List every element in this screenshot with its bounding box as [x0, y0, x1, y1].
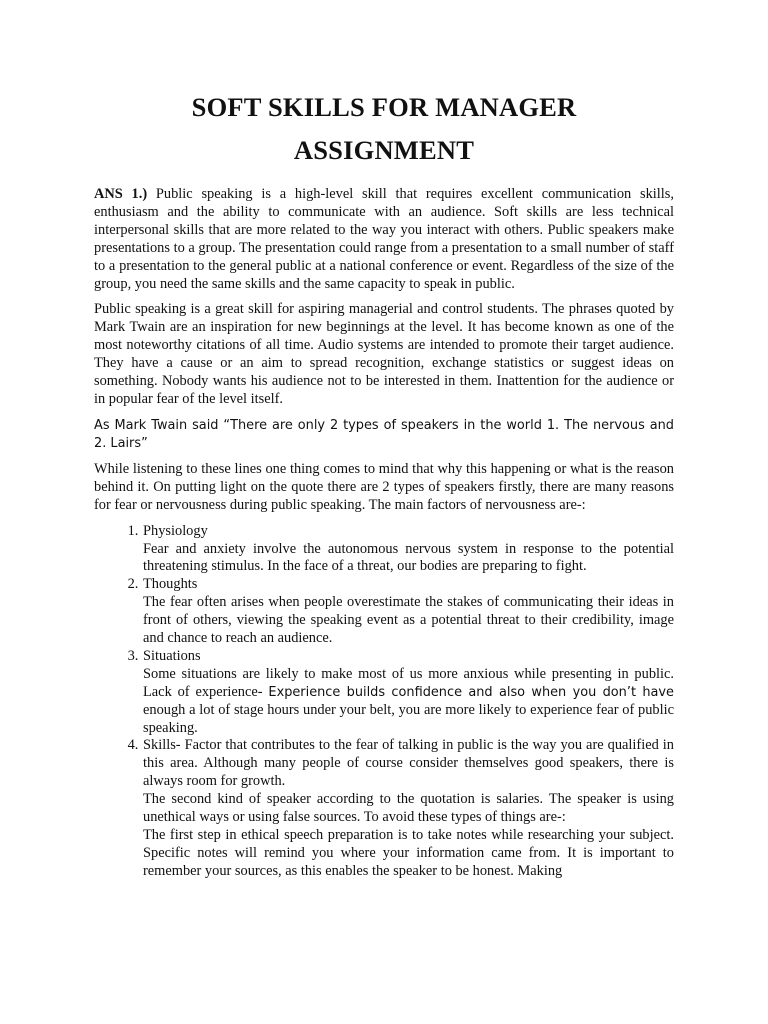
paragraph-1: [94, 186, 674, 293]
list-item-body: [143, 666, 674, 738]
list-item: [142, 648, 674, 738]
list-item-body: Fear and anxiety involve the autonomous nervous system in response to the potential threatening stimulus. In the face of a threat, our bodies are preparing to fight.: [143, 540, 674, 575]
list-item: [142, 576, 674, 648]
nervousness-factors-list: [94, 523, 674, 881]
list-item-body-part: Some situations are likely to make most of us more anxious while presenting in public. Lack of experience-: [143, 665, 674, 700]
list-item-title: 2. Thoughts: [143, 576, 198, 593]
list-item: [142, 737, 674, 880]
mark-twain-quote: As Mark Twain said “There are only 2 types of speakers in the world 1. The nervous and 2. Lairs”: [94, 417, 674, 451]
paragraph-3: While listening to these lines one thing comes to mind that why this happening or what is the reason behind it. On putting light on the quote there are 2 types of speakers firstly, there are many reasons for fear or nervousness during public speaking. The main factors of nervousness are-:: [94, 460, 674, 513]
paragraph-2: Public speaking is a great skill for aspiring managerial and control students. The phrases quoted by Mark Twain are an inspiration for new beginnings at the level. It has become known as one of the most noteworthy citations of all time. Audio systems are intended to promote their target audience. They have a cause or an aim to spread recognition, exchange statistics or suggest ideas on something. Nobody wants his audience not to be interested in them. Inattention for the audience or in popular fear of the level itself.: [94, 301, 674, 407]
list-item-title: 3. Situations: [143, 647, 201, 664]
list-item-body-part: enough a lot of stage hours under your belt, you are more likely to experience fear of public speaking.: [143, 701, 674, 736]
list-item-title: 1. Physiology: [143, 522, 208, 539]
title-line-2: ASSIGNMENT: [293, 135, 475, 165]
list-item-body-part: Experience builds confidence and also when you don’t have: [268, 684, 674, 700]
list-item-body: The second kind of speaker according to the quotation is salaries. The speaker is using unethical ways or using false sources. To avoid these types of things are-:: [143, 791, 674, 826]
list-item-title: 4. Skills- Factor that contributes to the fear of talking in public is the way you are qualified in this area. Although many people of course consider themselves good speakers, there is always room for growth.: [143, 737, 674, 790]
list-item-body: The first step in ethical speech preparation is to take notes while researching your subject. Specific notes will remind you where your information came from. It is important to remember your sources, as this enables the speaker to be honest. Making: [143, 827, 674, 879]
list-item: [142, 523, 674, 577]
answer-label: ANS 1.): [94, 186, 148, 202]
list-item-body: The fear often arises when people overestimate the stakes of communicating their ideas in front of others, viewing the speaking event as a potential threat to their credibility, image and chance to reach an audience.: [143, 594, 674, 647]
title-line-1: SOFT SKILLS FOR MANAGER: [191, 92, 577, 122]
paragraph-1-text: Public speaking is a high-level skill that requires excellent communication skills, enthusiasm and the ability to communicate with an audience. Soft skills are less technical interpersonal skills that are more related to the way you interact with others. Public speakers make presentations to a group. The presentation could range from a presentation to a small number of staff to a presentation to the general public at a national conference or event. Regardless of the size of the group, you need the same skills and the same capacity to speak in public.: [94, 186, 674, 292]
